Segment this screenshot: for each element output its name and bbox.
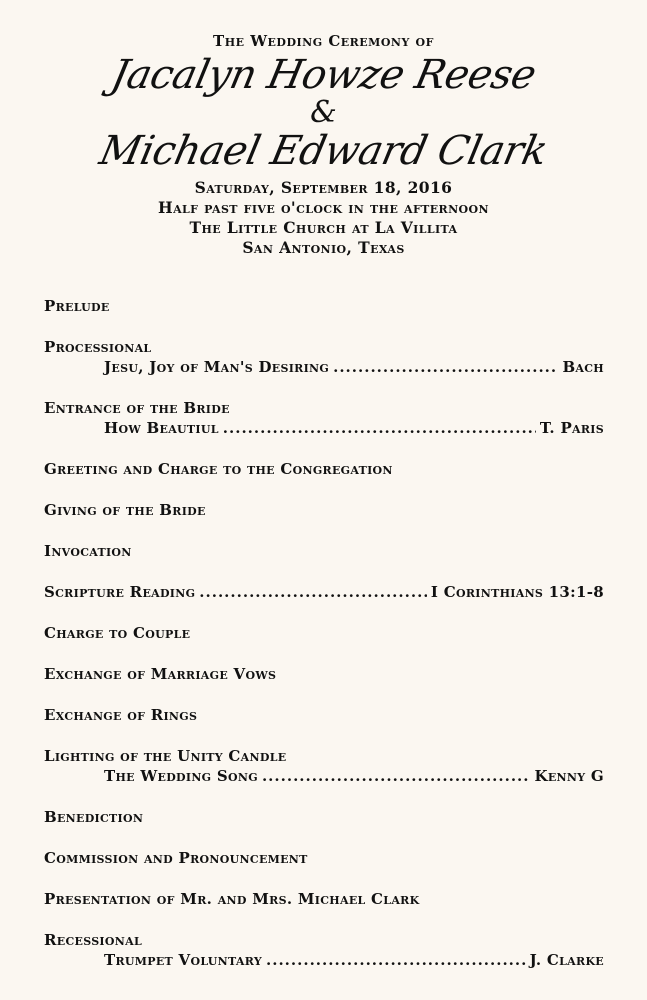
ceremony-header xyxy=(0,30,647,258)
greeting-title: Greeting and Charge to the Congregation xyxy=(44,460,393,478)
recessional-piece: Trumpet Voluntary xyxy=(104,951,263,969)
program-item-charge xyxy=(44,623,604,643)
invocation-title: Invocation xyxy=(44,542,132,560)
scripture-row xyxy=(44,582,604,602)
presentation-title: Presentation of Mr. and Mrs. Michael Clark xyxy=(44,890,420,908)
ceremony-date: Saturday, September 18, 2016 xyxy=(194,178,453,197)
processional-title: Processional xyxy=(44,338,152,356)
program-item-presentation xyxy=(44,889,604,909)
program-item-scripture xyxy=(44,582,604,602)
entrance-piece: How Beautiul xyxy=(104,419,219,437)
entrance-composer: T. Paris xyxy=(539,419,604,437)
processional-piece: Jesu, Joy of Man's Desiring xyxy=(104,358,330,376)
processional-composer: Bach xyxy=(562,358,604,376)
rings-title: Exchange of Rings xyxy=(44,706,198,724)
giving-title: Giving of the Bride xyxy=(44,501,206,519)
program-item-invocation xyxy=(44,541,604,561)
dot-leader xyxy=(262,766,531,786)
dot-leader xyxy=(223,418,536,438)
program-item-commission xyxy=(44,848,604,868)
bride-name: Jacalyn Howze Reese xyxy=(107,52,540,98)
program-item-unity xyxy=(44,746,604,786)
program-item-giving xyxy=(44,500,604,520)
unity-music-row xyxy=(44,766,604,786)
program-item-rings xyxy=(44,705,604,725)
dot-leader xyxy=(333,357,558,377)
ampersand: & xyxy=(310,95,337,130)
vows-title: Exchange of Marriage Vows xyxy=(44,665,277,683)
processional-music-row xyxy=(44,357,604,377)
program-item-greeting xyxy=(44,459,604,479)
ceremony-details xyxy=(0,178,647,258)
ceremony-intro: The Wedding Ceremony of xyxy=(213,32,434,50)
program-item-processional xyxy=(44,337,604,377)
unity-piece: The Wedding Song xyxy=(104,767,258,785)
recessional-title: Recessional xyxy=(44,931,142,949)
ceremony-location: San Antonio, Texas xyxy=(242,238,405,257)
program-item-prelude xyxy=(44,296,604,316)
scripture-title: Scripture Reading xyxy=(44,583,196,601)
ceremony-venue: The Little Church at La Villita xyxy=(189,218,458,237)
dot-leader xyxy=(199,582,427,602)
unity-composer: Kenny G xyxy=(534,767,604,785)
program-item-recessional xyxy=(44,930,604,970)
program-item-benediction xyxy=(44,807,604,827)
commission-title: Commission and Pronouncement xyxy=(44,849,308,867)
prelude-title: Prelude xyxy=(44,297,110,315)
groom-name: Michael Edward Clark xyxy=(95,128,552,174)
dot-leader xyxy=(266,950,526,970)
scripture-reference: I Corinthians 13:1-8 xyxy=(430,583,604,601)
benediction-title: Benediction xyxy=(44,808,144,826)
entrance-title: Entrance of the Bride xyxy=(44,399,230,417)
recessional-composer: J. Clarke xyxy=(529,951,604,969)
program-item-vows xyxy=(44,664,604,684)
recessional-music-row xyxy=(44,950,604,970)
program-list xyxy=(44,296,604,970)
program-item-entrance xyxy=(44,398,604,438)
ceremony-time: Half past five o'clock in the afternoon xyxy=(158,198,489,217)
unity-title: Lighting of the Unity Candle xyxy=(44,747,287,765)
entrance-music-row xyxy=(44,418,604,438)
charge-title: Charge to Couple xyxy=(44,624,191,642)
